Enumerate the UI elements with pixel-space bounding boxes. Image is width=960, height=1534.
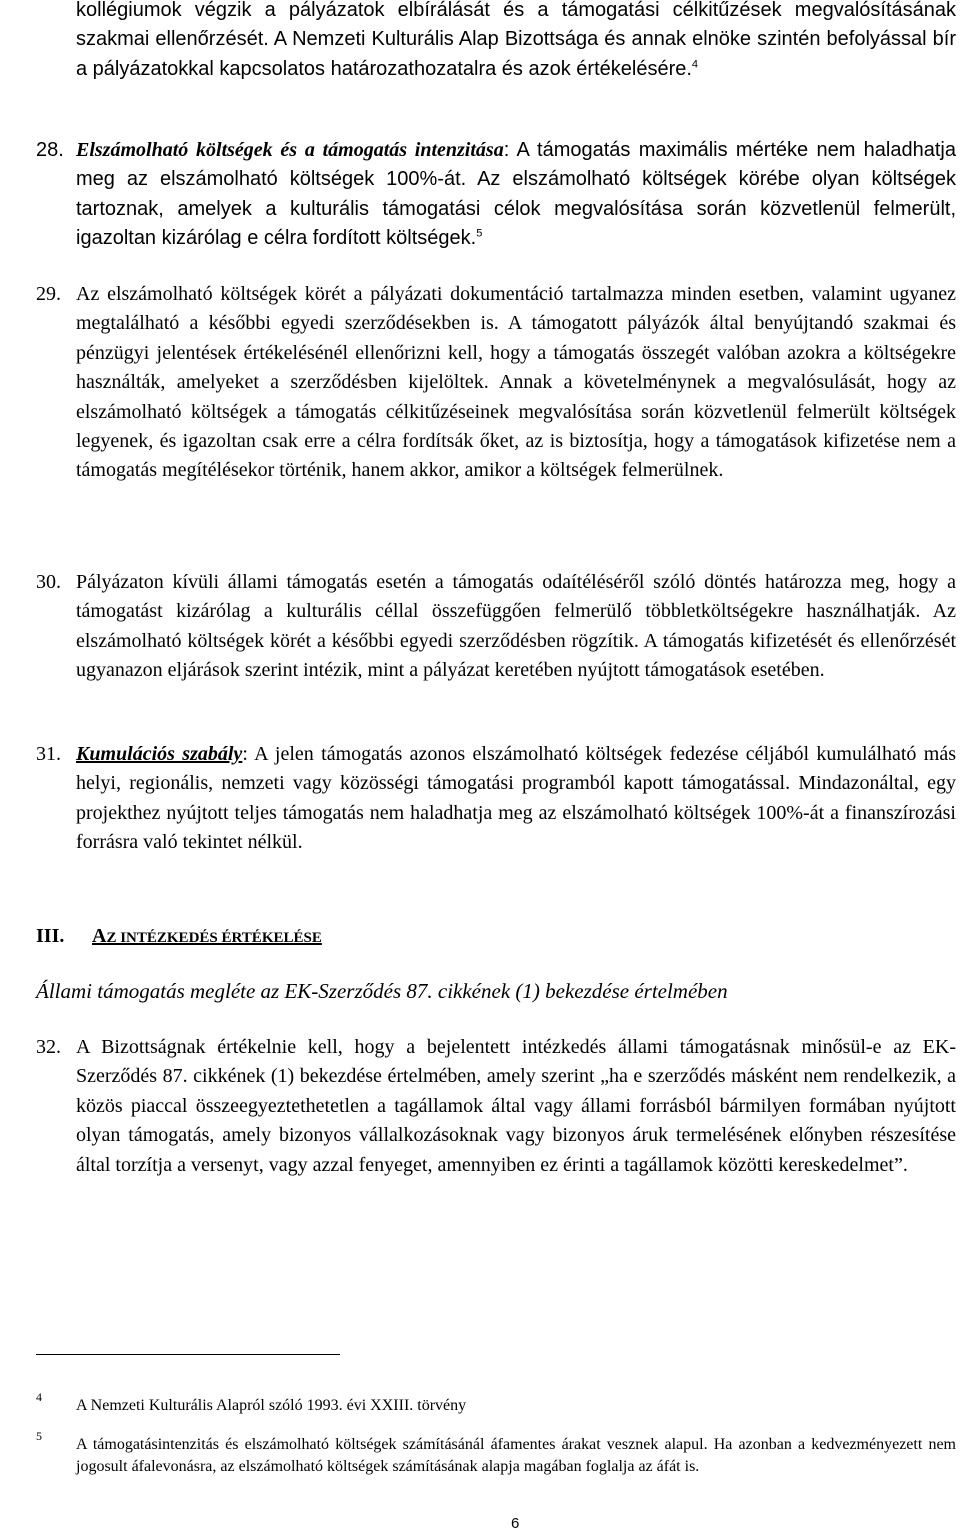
page-number: 6 <box>511 1515 520 1532</box>
paragraph-text: : A támogatás maximális mértéke nem haladhatja meg az elszámolható költségek 100%-át. Az elszámolható költségek körébe olyan költségek tartoznak, amelyek a kulturális támogatási célok megvalósítása során közvetlenül felmerült, igazoltan kizárólag e célra fordított költségek. <box>76 139 956 250</box>
paragraph-28 <box>36 136 956 254</box>
section-title <box>92 925 322 947</box>
section-title-initial: A <box>92 925 107 947</box>
paragraph-30 <box>36 568 956 686</box>
paragraph-number: 31. <box>36 743 61 765</box>
paragraph-text: kollégiumok végzik a pályázatok elbírálását és a támogatási célkitűzések megvalósításának szakmai ellenőrzését. A Nemzeti Kulturális Alap Bizottsága és annak elnöke szintén befolyással bír a pályázatokkal kapcsolatos határozathozatalra és azok értékelésére. <box>76 0 956 80</box>
paragraph-text: Pályázaton kívüli állami támogatás esetén a támogatás odaítéléséről szóló döntés határozza meg, hogy a támogatást kizárólag a kulturális céllal összefüggően felmerülő többletköltségekre használhatják. Az elszámolható költségek körét a későbbi egyedi szerződésben rögzítik. A támogatás kifizetését és ellenőrzését ugyanazon eljárások szerint intézik, mint a pályázat keretében nyújtott támogatások esetében. <box>76 571 956 682</box>
paragraph-title: Elszámolható költségek és a támogatás intenzitása <box>76 139 504 161</box>
footnote-number: 5 <box>36 1429 42 1443</box>
footnote-number: 4 <box>36 1390 42 1404</box>
paragraph-continuation <box>76 0 956 84</box>
paragraph-32 <box>36 1033 956 1180</box>
paragraph-text: : A jelen támogatás azonos elszámolható költségek fedezése céljából kumulálható más helyi, regionális, nemzeti vagy közösségi támogatási programból kapott támogatással. Mindazonáltal, egy projekthez nyújtott teljes támogatás nem haladhatja meg az elszámolható költségek 100%-át a finanszírozási forrásra való tekintet nélkül. <box>76 743 956 854</box>
footnote-text: A támogatásintenzitás és elszámolható költségek számításánál áfamentes árakat vesznek alapul. Ha azonban a kedvezményezett nem jogosult áfalevonásra, az elszámolható költségek számításának alapja magában foglalja az áfát is. <box>76 1436 956 1475</box>
footnote-ref: 4 <box>691 58 699 71</box>
footnote-separator <box>36 1354 340 1355</box>
paragraph-title: Kumulációs szabály <box>76 743 243 765</box>
section-title-rest: Z INTÉZKEDÉS ÉRTÉKELÉSE <box>106 930 322 946</box>
paragraph-number: 28. <box>36 139 64 161</box>
paragraph-31 <box>36 740 956 858</box>
section-number: III. <box>36 925 65 947</box>
section-heading <box>36 925 322 948</box>
paragraph-text: A Bizottságnak értékelnie kell, hogy a bejelentett intézkedés állami támogatásnak minősül-e az EK-Szerződés 87. cikkének (1) bekezdése értelmében, amely szerint „ha e szerződés másként nem rendelkezik, a közös piaccal összeegyeztethetetlen a tagállamok által vagy állami forrásból bármilyen formában nyújtott olyan támogatás, amely bizonyos vállalkozásoknak vagy bizonyos áruk termelésének előnyben részesítése által torzítja a versenyt, vagy azzal fenyeget, amennyiben ez érinti a tagállamok közötti kereskedelmet”. <box>76 1036 956 1176</box>
paragraph-number: 29. <box>36 283 61 305</box>
paragraph-number: 32. <box>36 1036 61 1058</box>
paragraph-29 <box>36 280 956 486</box>
footnote-ref: 5 <box>476 227 483 240</box>
footnote-4 <box>36 1390 956 1417</box>
footnote-5 <box>36 1429 956 1477</box>
footnote-text: A Nemzeti Kulturális Alapról szóló 1993. évi XXIII. törvény <box>76 1397 467 1414</box>
paragraph-number: 30. <box>36 571 61 593</box>
subheading: Állami támogatás megléte az EK-Szerződés 87. cikkének (1) bekezdése értelmében <box>36 979 728 1003</box>
paragraph-text: Az elszámolható költségek körét a pályázati dokumentáció tartalmazza minden esetben, valamint ugyanez megtalálható a későbbi egyedi szerződésekben is. A támogatott pályázók által benyújtandó szakmai és pénzügyi jelentések értékelésénél ellenőrizni kell, hogy a támogatás összegét valóban azokra a költségekre használták, amelyeket a szerződésben kijelöltek. Annak a követelménynek a megvalósulását, hogy az elszámolható költségek a támogatás célkitűzéseinek megvalósítása során közvetlenül felmerült költségek legyenek, és igazoltan csak erre a célra fordítsák őket, az is biztosítja, hogy a támogatások kifizetése nem a támogatás megítélésekor történik, hanem akkor, amikor a költségek felmerülnek. <box>76 283 956 482</box>
